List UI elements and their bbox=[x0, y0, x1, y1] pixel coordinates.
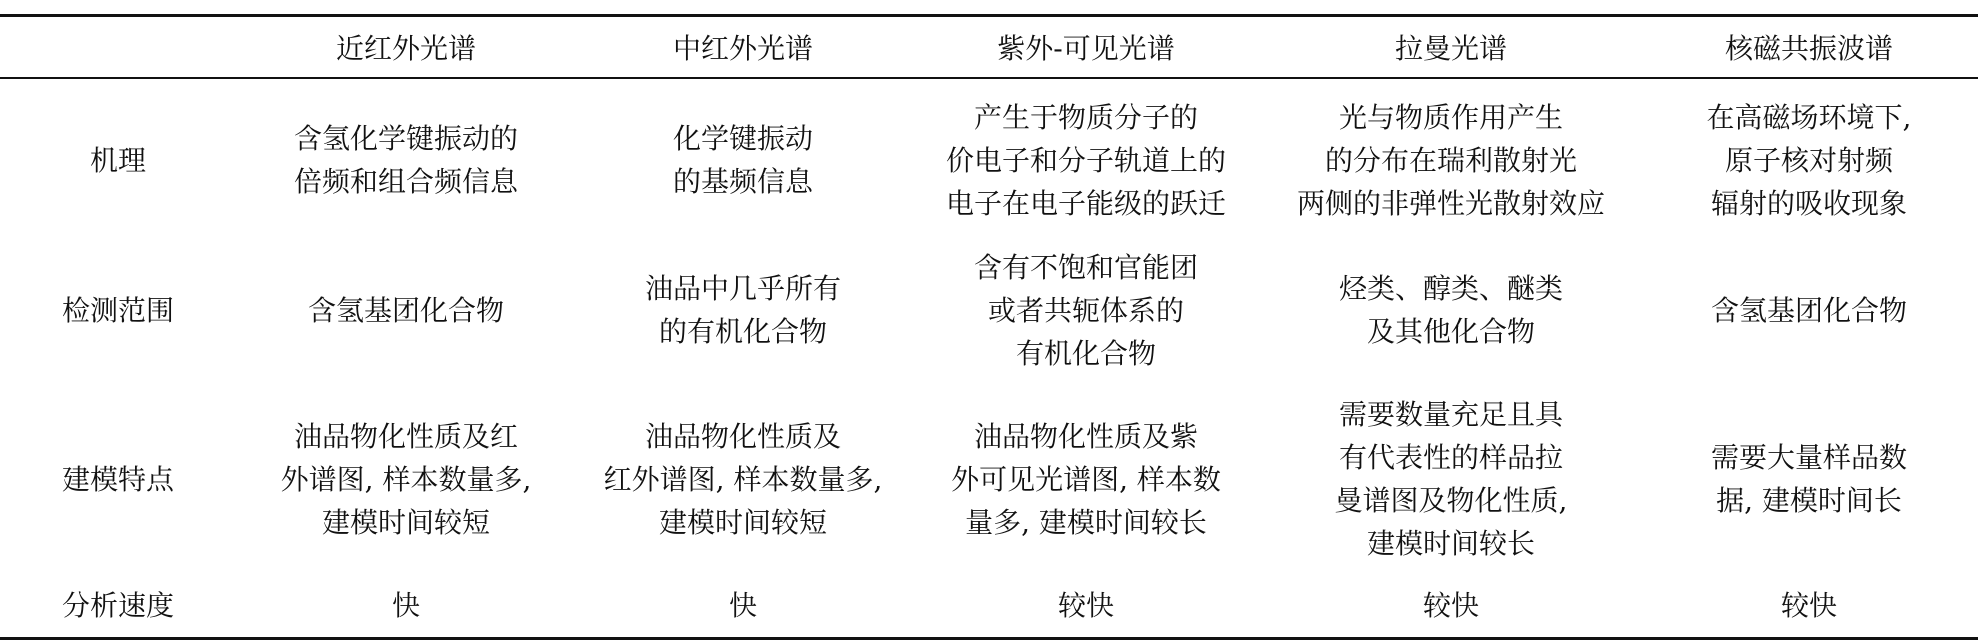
cell-line: 辐射的吸收现象 bbox=[1710, 186, 1907, 220]
header-raman: 拉曼光谱 bbox=[1394, 32, 1507, 65]
header-nmr: 核磁共振波谱 bbox=[1724, 32, 1893, 65]
cell-line: 快 bbox=[728, 588, 757, 622]
header-mir: 中红外光谱 bbox=[672, 32, 813, 65]
cell-line: 建模时间较短 bbox=[658, 505, 827, 539]
cell-line: 油品物化性质及 bbox=[644, 419, 841, 453]
cell-line: 两侧的非弹性光散射效应 bbox=[1296, 186, 1605, 220]
cell-mechanism-nmr bbox=[1640, 78, 1978, 235]
cell-line: 需要大量样品数 bbox=[1710, 441, 1907, 474]
cell-line: 量多, 建模时间较长 bbox=[965, 505, 1207, 539]
cell-line: 价电子和分子轨道上的 bbox=[945, 143, 1226, 177]
cell-mechanism-uv-vis bbox=[910, 78, 1262, 235]
cell-line: 化学键振动 bbox=[672, 122, 813, 155]
cell-line: 在高磁场环境下, bbox=[1706, 100, 1912, 134]
cell-line: 较快 bbox=[1780, 588, 1837, 622]
cell-line: 建模时间较长 bbox=[1366, 527, 1535, 560]
cell-speed-nir bbox=[236, 573, 576, 639]
cell-line: 曼谱图及物化性质, bbox=[1334, 484, 1568, 517]
cell-line: 油品中几乎所有 bbox=[644, 272, 841, 305]
cell-range-nir bbox=[236, 235, 576, 385]
header-corner bbox=[0, 16, 236, 79]
spectroscopy-comparison-table bbox=[0, 14, 1978, 640]
cell-model-nmr bbox=[1640, 385, 1978, 573]
cell-mechanism-raman bbox=[1262, 78, 1640, 235]
cell-line: 外可见光谱图, 样本数 bbox=[951, 462, 1221, 496]
cell-line: 较快 bbox=[1422, 588, 1479, 622]
cell-line: 建模时间较短 bbox=[321, 505, 490, 539]
header-row bbox=[0, 16, 1978, 79]
cell-line: 红外谱图, 样本数量多, bbox=[603, 462, 883, 496]
cell-line: 及其他化合物 bbox=[1366, 315, 1535, 348]
cell-speed-nmr bbox=[1640, 573, 1978, 639]
cell-line: 含氢基团化合物 bbox=[307, 293, 504, 327]
cell-line: 的有机化合物 bbox=[658, 315, 827, 348]
cell-line: 有机化合物 bbox=[1015, 336, 1156, 370]
cell-range-mir bbox=[576, 235, 910, 385]
table-row-detection-range bbox=[0, 235, 1978, 385]
cell-line: 含氢基团化合物 bbox=[1710, 293, 1907, 327]
cell-model-uv-vis bbox=[910, 385, 1262, 573]
cell-line: 较快 bbox=[1057, 588, 1114, 622]
cell-range-uv-vis bbox=[910, 235, 1262, 385]
cell-model-mir bbox=[576, 385, 910, 573]
cell-mechanism-nir bbox=[236, 78, 576, 235]
cell-range-nmr bbox=[1640, 235, 1978, 385]
cell-line: 电子在电子能级的跃迁 bbox=[945, 186, 1226, 220]
cell-line: 有代表性的样品拉 bbox=[1338, 441, 1563, 474]
cell-line: 的基频信息 bbox=[672, 165, 813, 198]
cell-speed-raman bbox=[1262, 573, 1640, 639]
header-uv-vis: 紫外-可见光谱 bbox=[997, 32, 1175, 65]
cell-line: 光与物质作用产生 bbox=[1338, 100, 1563, 134]
cell-line: 据, 建模时间长 bbox=[1716, 484, 1902, 517]
row-label-detection-range: 检测范围 bbox=[61, 293, 174, 327]
row-label-mechanism: 机理 bbox=[89, 143, 146, 177]
cell-line: 油品物化性质及紫 bbox=[973, 419, 1198, 453]
cell-line: 产生于物质分子的 bbox=[973, 100, 1198, 134]
table-row-mechanism bbox=[0, 78, 1978, 235]
cell-line: 含氢化学键振动的 bbox=[293, 122, 518, 155]
cell-line: 的分布在瑞利散射光 bbox=[1324, 143, 1577, 177]
cell-line: 需要数量充足且具 bbox=[1338, 398, 1563, 431]
cell-line: 外谱图, 样本数量多, bbox=[280, 462, 532, 496]
cell-line: 原子核对射频 bbox=[1724, 143, 1893, 177]
cell-range-raman bbox=[1262, 235, 1640, 385]
row-label-modeling-features: 建模特点 bbox=[61, 462, 174, 496]
table-row-analysis-speed bbox=[0, 573, 1978, 639]
cell-line: 倍频和组合频信息 bbox=[293, 165, 518, 198]
cell-line: 烃类、醇类、醚类 bbox=[1338, 272, 1563, 305]
cell-line: 油品物化性质及红 bbox=[293, 419, 518, 453]
row-label-analysis-speed: 分析速度 bbox=[61, 588, 174, 622]
cell-speed-mir bbox=[576, 573, 910, 639]
cell-line: 或者共轭体系的 bbox=[987, 293, 1184, 327]
cell-speed-uv-vis bbox=[910, 573, 1262, 639]
header-nir: 近红外光谱 bbox=[335, 32, 476, 65]
cell-model-nir bbox=[236, 385, 576, 573]
cell-line: 快 bbox=[391, 588, 420, 622]
table-row-modeling-features bbox=[0, 385, 1978, 573]
cell-mechanism-mir bbox=[576, 78, 910, 235]
cell-line: 含有不饱和官能团 bbox=[973, 250, 1198, 284]
cell-model-raman bbox=[1262, 385, 1640, 573]
comparison-table bbox=[0, 14, 1978, 640]
